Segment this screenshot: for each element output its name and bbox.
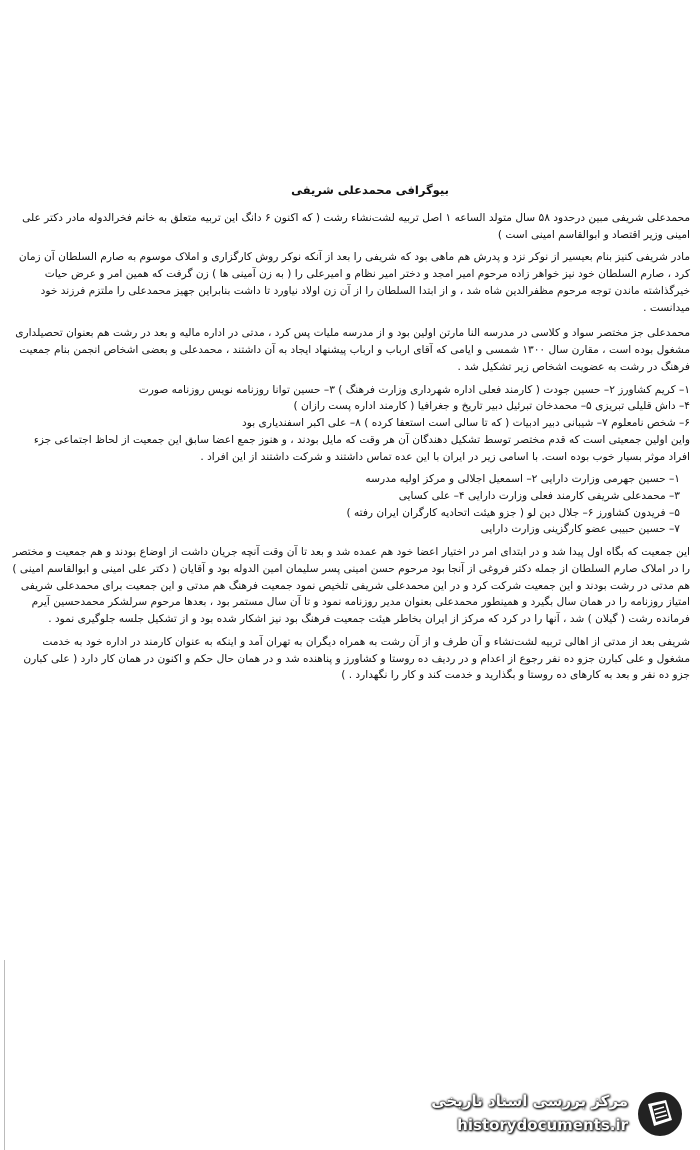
document-title: بیوگرافی محمدعلی شریفی [291, 183, 449, 197]
founders-list-line: ۶– شخص نامعلوم ۷– شیبانی دبیر ادبیات ( که تا سالی است استعفا کرده ) ۸– علی اکبر اسفندیاری بود [242, 417, 690, 430]
paragraph-origin: محمدعلی شریفی مبین درحدود ۵۸ سال متولد الساعه ۱ اصل تربیه لشت‌نشاء رشت ( که اکنون ۶ دانگ این تربیه متعلق به خانم فخرالدوله مادر دکتر علی امینی وزیر اقتصاد و ابوالقاسم امینی است ) [22, 212, 690, 241]
watermark-url: historydocuments.ir [457, 1116, 628, 1134]
members-list-line: ۷– حسین حبیبی عضو کارگزینی وزارت دارایی [480, 523, 680, 536]
title-spacer [12, 170, 690, 210]
book-page-logo-icon [636, 1090, 684, 1138]
members-list-line: ۳– محمدعلی شریفی کارمند فعلی وزارت دارایی ۴– علی کسایی [398, 490, 680, 503]
archive-watermark [420, 1088, 690, 1144]
paragraph-education: محمدعلی جز مختصر سواد و کلاسی در مدرسه النا مارتن اولین بود و از مدرسه ملیات پس کرد ، مدتی در اداره مالیه و بعد در رشت هم بعنوان تحصیلداری مشغول بوده است ، مقارن سال ۱۳۰۰ شمسی و ایامی که آقای ارباب و ارباب پیشنهاد ایجاد به آن داشتند ، محمدعلی و بعضی اشخاص انجمن بنام جمعیت فرهنگ در رشت به عضویت اشخاص زیر تشکیل شد . [15, 327, 690, 373]
members-list-line: ۱– حسین جهرمی وزارت دارایی ۲– اسمعیل اجلالی و مرکز اولیه مدرسه [365, 473, 680, 486]
document-body [12, 170, 690, 684]
paragraph-first-association: واین اولین جمعیتی است که قدم مختصر توسط تشکیل دهندگان آن هر وقت که مایل بودند ، و هنوز جمع اعضا سابق این جمعیت از لحاظ اجتماعی جزء افراد موثر بسیار خوب بوده است. با اسامی زیر در ایران با این عده تماس داشتند و شرکت داشتند از این افراد . [33, 433, 690, 463]
paragraph-association-history: این جمعیت که بگاه اول پیدا شد و در ابتدای امر در اختیار اعضا خود هم عمده شد و بعد تا آن وقت آنچه جریان داشت از اوضاع بودند و هم جمعیت و مختصر را در املاک صارم السلطان از جمله دکتر فروغی از آنجا بود مرحوم حسن امینی پسر سلیمان امین الدوله بود و آقایان ( دکتر علی امینی و ابوالقاسم امینی ) هم مدتی در رشت بودند و این جمعیت شرکت کرد و در این محمدعلی شریفی تلخیص نمود جمعیت فرهنگ هم مدتی و این جمعیت برای محمدعلی شریفی امتیاز روزنامه را در همان سال بگیرد و همینطور محمدعلی بعنوان مدیر روزنامه نمود و تا آن سال مستمر بود ، بعدها مرحوم سرلشکر محمدحسین آیرم فرمانده رشت ( گیلان ) شد ، آنها را در کرد که مرکز از ایران بخاطر هیئت جمعیت فرهنگ بود نیز اشکار شده بود و از تشکیل جلسه جلوگیری نمود . [12, 546, 690, 626]
watermark-title: مرکز بررسی اسناد تاریخی [431, 1092, 628, 1110]
members-list [12, 471, 690, 538]
founders-list-line: ۴– داش قلیلی تبریزی ۵– محمدخان تبرئیل دبیر تاریخ و جغرافیا ( کارمند اداره پست رازان ) [293, 400, 690, 413]
scan-edge-line [4, 960, 5, 1150]
members-list-line: ۵– فریدون کشاورز ۶– جلال دین لو ( جزو هیئت اتحادیه کارگران ایران رفته ) [346, 506, 680, 519]
founders-list [12, 382, 690, 432]
paragraph-family: مادر شریفی کنیز بنام بعیسیر از نوکر نزد و پدرش هم ماهی بود که شریفی را بعد از آنکه نوکر روش کارگزاری و املاک موسوم به صارم السلطان آن زمان کرد ، صارم السلطان خود نیز خواهر زاده مرحوم امیر امجد و دختر امیر نظام و امیرعلی را ( به زن آمینی ها ) زن گرفت که همین امر و عرض حیات خیرگذاشته ماندن توجه مرحوم مظفرالدین شاه شد ، و از ابتدا السلطان را از آن زن اولاد نیاورد تا داشت بنابراین جهیز محمدعلی را ملتزم فرزند خود میدانست . [18, 251, 690, 314]
paragraph-later-life: شریفی بعد از مدتی از اهالی تربیه لشت‌نشاء و آن طرف و از آن رشت به همراه دیگران به تهران آمد و اینکه به عنوان کارمند در اداره خود به خدمت مشغول و علی کبارن جزو ده نفر رجوع از اعدام و در ردیف ده روستا و کشاورز و پناهنده شد و در همان حال حکم و اکنون در همان کار دارد ( علی کبارن جزو ده نفر و بعد به کارهای ده روستا و بگذارید و خدمت کند و کار را نگهدارد . ) [23, 635, 690, 682]
founders-list-line: ۱– کریم کشاورز ۲– حسین جودت ( کارمند فعلی اداره شهرداری وزارت فرهنگ ) ۳– حسین توانا روزنامه نویس روزنامه صورت [138, 383, 690, 396]
